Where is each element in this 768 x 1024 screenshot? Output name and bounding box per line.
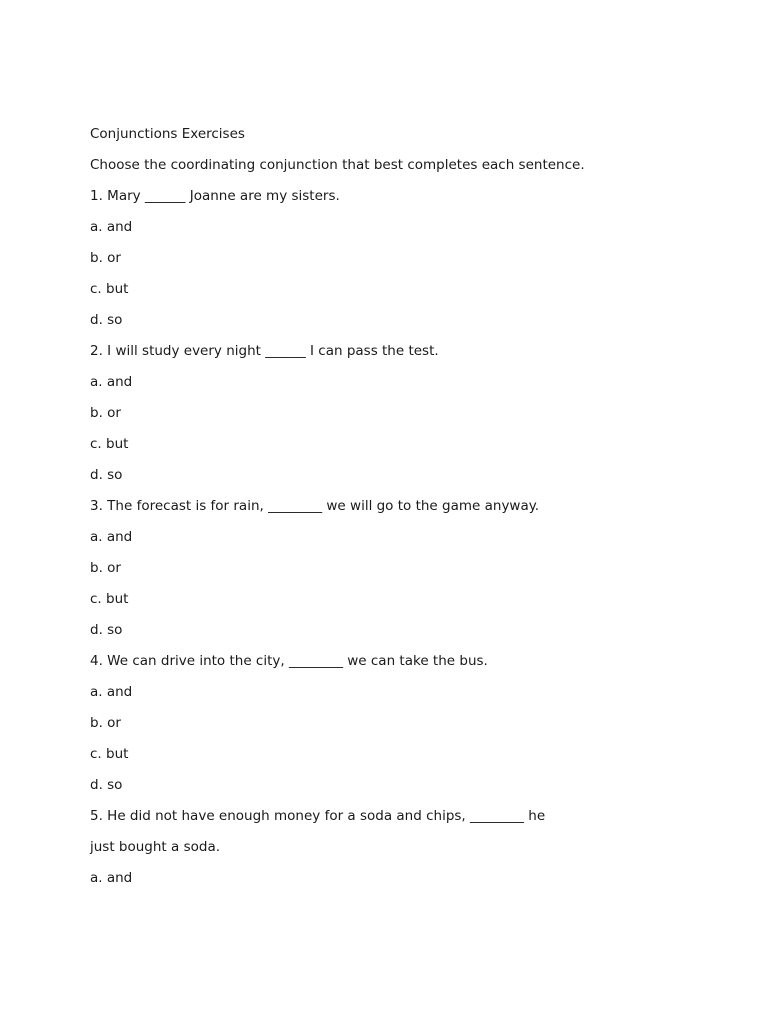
answer-option-a: a. and (90, 684, 133, 700)
question-3 (90, 491, 730, 646)
question-text: 1. Mary ______ Joanne are my sisters. (90, 188, 340, 204)
question-text: 4. We can drive into the city, ________ we can take the bus. (90, 653, 488, 669)
question-4 (90, 646, 730, 801)
answer-option-c: c. but (90, 281, 129, 297)
question-2 (90, 336, 730, 491)
answer-option-b: b. or (90, 405, 121, 421)
question-text: 2. I will study every night ______ I can pass the test. (90, 343, 439, 359)
answer-option-b: b. or (90, 250, 121, 266)
answer-option-a: a. and (90, 374, 133, 390)
answer-option-d: d. so (90, 622, 123, 638)
question-text: 3. The forecast is for rain, ________ we will go to the game anyway. (90, 498, 540, 514)
answer-option-c: c. but (90, 436, 129, 452)
page-title: Conjunctions Exercises (90, 126, 245, 142)
question-text: 5. He did not have enough money for a soda and chips, ________ he (90, 808, 546, 824)
answer-option-a: a. and (90, 219, 133, 235)
worksheet-page (90, 119, 730, 894)
question-1 (90, 181, 730, 336)
answer-option-b: b. or (90, 715, 121, 731)
question-5 (90, 801, 730, 894)
answer-option-c: c. but (90, 591, 129, 607)
answer-option-a: a. and (90, 529, 133, 545)
answer-option-c: c. but (90, 746, 129, 762)
answer-option-a: a. and (90, 870, 133, 886)
answer-option-d: d. so (90, 467, 123, 483)
answer-option-d: d. so (90, 312, 123, 328)
answer-option-b: b. or (90, 560, 121, 576)
answer-option-d: d. so (90, 777, 123, 793)
instructions: Choose the coordinating conjunction that best completes each sentence. (90, 157, 585, 173)
question-text-continued: just bought a soda. (90, 839, 221, 855)
